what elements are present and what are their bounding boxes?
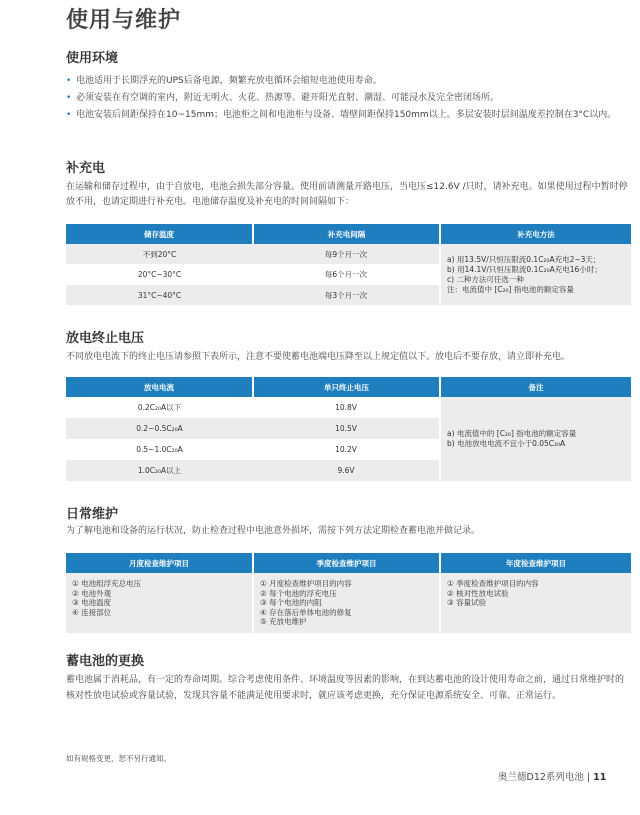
env-heading: 使用环境 <box>66 51 119 66</box>
table-cell: 9.6V <box>253 460 440 481</box>
table-row <box>66 573 631 633</box>
table-header: 备注 <box>440 377 631 397</box>
bullet-icon: • <box>66 93 72 103</box>
table-cell: 31°C~40°C <box>66 285 253 305</box>
page-number: 11 <box>593 772 607 783</box>
table-header: 单只终止电压 <box>253 377 440 397</box>
list-item: • 必须安装在有空调的室内，附近无明火、火花、热源等。避开阳光直射、潮湿、可能浸水及完全密闭场所。 <box>66 91 631 106</box>
table-header: 补充电间隔 <box>253 224 440 244</box>
table-row <box>66 244 631 264</box>
yearly-items-cell: ① 季度检查维护项目的内容 ② 核对性放电试验 ③ 容量试验 <box>440 573 631 633</box>
env-bullet-list <box>66 74 631 123</box>
bullet-icon: • <box>66 76 72 86</box>
maintenance-heading: 日常维护 <box>66 507 119 522</box>
table-header: 放电电流 <box>66 377 253 397</box>
replacement-text: 蓄电池属于消耗品，有一定的寿命周期。综合考虑使用条件、环境温度等因素的影响，在到达蓄电池的设计使用寿命之前，通过日常维护时的核对性放电试验或容量试验，发现其容量不能满足使用要求时，就应该考虑更换，充分保证电源系统安全、可靠、正常运行。 <box>66 675 625 701</box>
table-cell: 不到20°C <box>66 244 253 264</box>
bullet-icon: • <box>66 110 72 120</box>
table-cell: 10.2V <box>253 439 440 460</box>
table-cell: 每3个月一次 <box>253 285 440 305</box>
cutoff-table <box>66 377 631 481</box>
recharge-table <box>66 224 631 305</box>
table-cell: 0.5~1.0C₂₀A <box>66 439 253 460</box>
list-item: • 电池适用于长期浮充的UPS后备电源，频繁充放电循环会缩短电池使用寿命。 <box>66 74 631 89</box>
table-header: 补充电方法 <box>440 224 631 244</box>
table-cell: 20°C~30°C <box>66 264 253 285</box>
table-cell: 每6个月一次 <box>253 264 440 285</box>
table-cell: 0.2~0.5C₂₀A <box>66 418 253 439</box>
table-cell: 0.2C₂₀A以下 <box>66 397 253 418</box>
cutoff-text: 不同放电电流下的终止电压请参照下表所示，注意不要使蓄电池端电压降至以上规定值以下。放电后不要存放，请立即补充电。 <box>66 352 571 362</box>
table-cell: 1.0C₂₀A以上 <box>66 460 253 481</box>
table-header: 季度检查维护项目 <box>253 553 440 573</box>
footer-page-label <box>498 769 606 783</box>
maintenance-text: 为了解电池和设备的运行状况，防止检查过程中电池意外损坏，需按下列方法定期检查蓄电池并做记录。 <box>66 526 481 536</box>
recharge-heading: 补充电 <box>66 161 106 176</box>
table-cell: 10.5V <box>253 418 440 439</box>
recharge-text: 在运输和储存过程中，由于自放电，电池会损失部分容量。使用前请测量开路电压，当电压≤12.6V /只时，请补充电。如果使用过程中暂时停放不用，也请定期进行补充电。电池储存温度及补充电的时间间隔如下： <box>66 182 628 207</box>
table-header-row <box>66 377 631 397</box>
recharge-method-cell: a) 用13.5V/只恒压限流0.1C₂₀A充电2~3天； b) 用14.1V/只恒压限流0.1C₂₀A充电16小时； c) 二种方法可任选一种 注：电流值中 [C₂₀] 指电池的额定容量 <box>440 244 631 305</box>
cutoff-heading: 放电终止电压 <box>66 331 145 346</box>
series-name: 奥兰德D12系列电池 <box>498 772 584 783</box>
replacement-heading: 蓄电池的更换 <box>66 654 145 669</box>
table-header: 储存温度 <box>66 224 253 244</box>
cutoff-note-cell: a) 电流值中的 [C₂₀] 指电池的额定容量 b) 电池放电电流不宜小于0.05C₂₀A <box>440 397 631 481</box>
monthly-items-cell: ① 电池组浮充总电压 ② 电池外观 ③ 电池温度 ④ 连接部位 <box>66 573 253 633</box>
table-row <box>66 397 631 418</box>
maintenance-table <box>66 553 631 633</box>
quarterly-items-cell: ① 月度检查维护项目的内容 ② 每个电池的浮充电压 ③ 每个电池的内阻 ④ 存在落后单体电池的修复 ⑤ 充放电维护 <box>253 573 440 633</box>
table-cell: 每9个月一次 <box>253 244 440 264</box>
list-item: • 电池安装后间距保持在10~15mm；电池柜之间和电池柜与设备、墙壁间距保持150mm以上。多层安装时层间温度差控制在3°C以内。 <box>66 108 631 123</box>
footer-note: 如有规格变更，恕不另行通知。 <box>66 754 171 763</box>
table-cell: 10.8V <box>253 397 440 418</box>
table-header: 年度检查维护项目 <box>440 553 631 573</box>
page-title: 使用与维护 <box>66 8 182 33</box>
divider: | <box>586 772 594 783</box>
table-header-row <box>66 553 631 573</box>
table-header: 月度检查维护项目 <box>66 553 253 573</box>
table-header-row <box>66 224 631 244</box>
